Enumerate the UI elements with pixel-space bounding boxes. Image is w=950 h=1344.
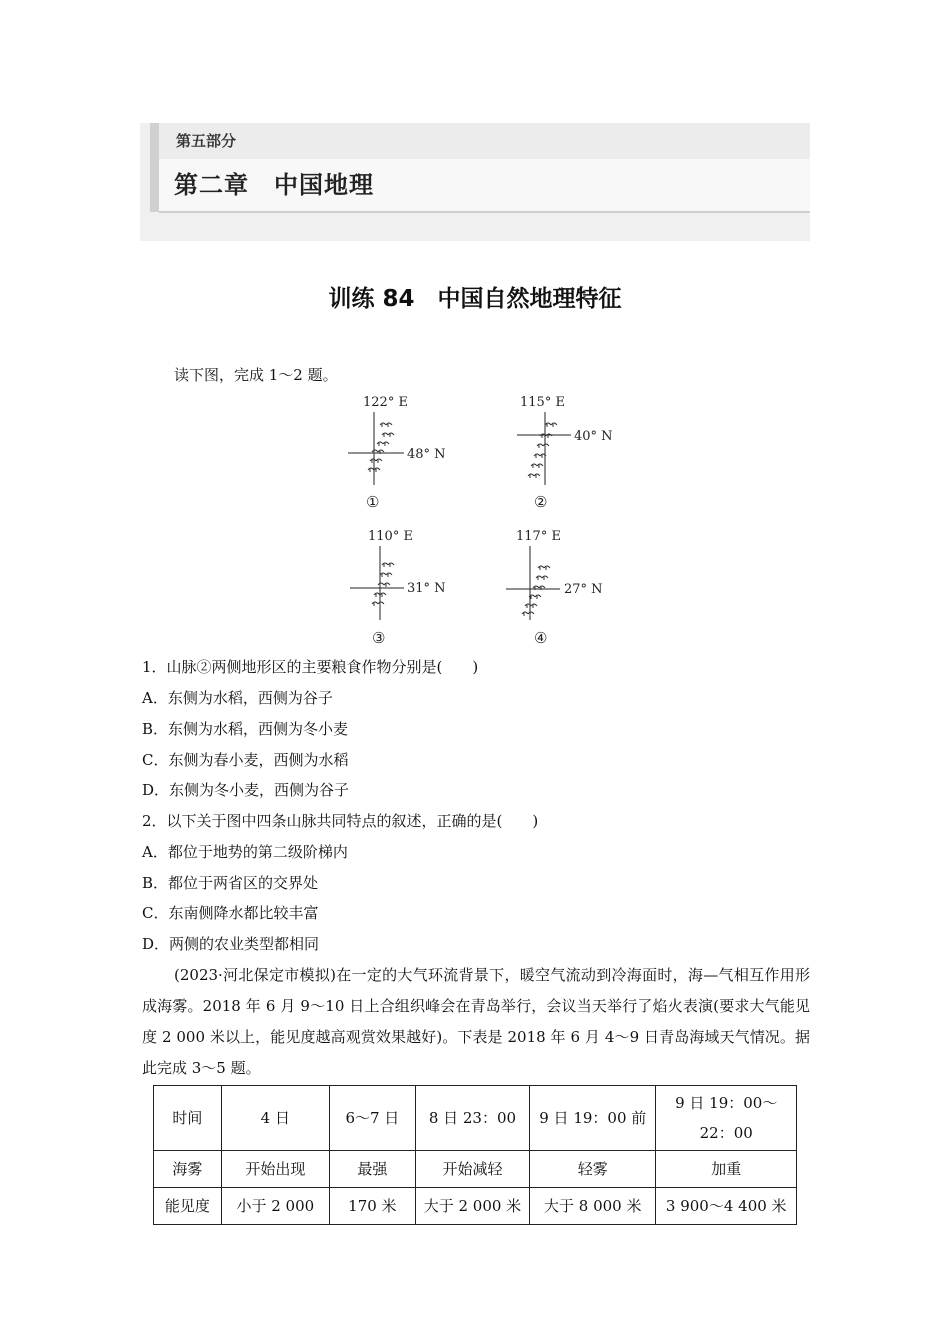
- figure-1-number: ①: [366, 493, 380, 511]
- table-cell: 170 米: [329, 1188, 415, 1225]
- figure-4-number: ④: [534, 629, 548, 647]
- table-cell: 小于 2 000: [221, 1188, 329, 1225]
- figure-4-lon: 117° E: [516, 529, 561, 544]
- figure-3: [350, 529, 446, 647]
- figure-2-lat: 40° N: [574, 429, 613, 444]
- mountain-figures: [0, 0, 950, 660]
- weather-table: [153, 1085, 797, 1225]
- table-cell: 时间: [154, 1086, 222, 1151]
- table-cell: 能见度: [154, 1188, 222, 1225]
- figure-2-number: ②: [534, 493, 548, 511]
- chapter-title: 第二章 中国地理: [174, 171, 374, 199]
- table-cell: 轻雾: [530, 1151, 656, 1188]
- question-2-option-d: D．两侧的农业类型都相同: [142, 935, 320, 953]
- table-cell: 开始减轻: [415, 1151, 529, 1188]
- table-cell: 6～7 日: [329, 1086, 415, 1151]
- figure-3-lat: 31° N: [407, 581, 446, 596]
- intro-text: 读下图，完成 1～2 题。: [174, 366, 338, 384]
- figure-4-lat: 27° N: [564, 582, 603, 597]
- figure-1-lon: 122° E: [363, 395, 408, 410]
- figure-1-mountain-icon: [368, 423, 394, 472]
- figure-4-mountain-icon: [522, 566, 550, 616]
- figure-3-mountain-icon: [372, 563, 394, 606]
- figure-1: [348, 395, 446, 511]
- table-cell: 大于 2 000 米: [415, 1188, 529, 1225]
- question-1-option-a: A．东侧为水稻，西侧为谷子: [142, 689, 333, 707]
- table-cell: 3 900～4 400 米: [656, 1188, 797, 1225]
- table-cell: 最强: [329, 1151, 415, 1188]
- passage-text: (2023·河北保定市模拟)在一定的大气环流背景下，暖空气流动到冷海面时，海—气相互作用形成海雾。2018 年 6 月 9～10 日上合组织峰会在青岛举行，会议当天举行了焰火表演(要求大气能见度 2 000 米以上，能见度越高观赏效果越好)。下表是 2018 年 6 月 4～9 日青岛海域天气情况。据此完成 3～5 题。: [142, 966, 810, 1077]
- table-row: [154, 1188, 797, 1225]
- question-1-stem: 1．山脉②两侧地形区的主要粮食作物分别是( ): [142, 658, 479, 676]
- question-1-option-b: B．东侧为水稻，西侧为冬小麦: [142, 720, 349, 738]
- figure-2: [517, 395, 613, 511]
- table-cell: 大于 8 000 米: [530, 1188, 656, 1225]
- question-2-option-a: A．都位于地势的第二级阶梯内: [142, 843, 348, 861]
- table-cell: 加重: [656, 1151, 797, 1188]
- figure-3-number: ③: [372, 629, 386, 647]
- figure-4: [506, 529, 603, 647]
- table-row: [154, 1086, 797, 1151]
- figure-1-lat: 48° N: [407, 447, 446, 462]
- question-1-option-c: C．东侧为春小麦，西侧为水稻: [142, 751, 349, 769]
- figure-2-mountain-icon: [528, 423, 557, 478]
- question-1-option-d: D．东侧为冬小麦，西侧为谷子: [142, 781, 350, 799]
- table-row: [154, 1151, 797, 1188]
- question-2-option-b: B．都位于两省区的交界处: [142, 874, 319, 892]
- table-cell: 9 日 19：00 前: [530, 1086, 656, 1151]
- table-cell: 开始出现: [221, 1151, 329, 1188]
- lesson-title: 训练 84 中国自然地理特征: [328, 286, 622, 312]
- question-2-option-c: C．东南侧降水都比较丰富: [142, 904, 319, 922]
- figure-3-lon: 110° E: [368, 529, 413, 544]
- figure-2-lon: 115° E: [520, 395, 565, 410]
- part-label: 第五部分: [176, 132, 237, 150]
- table-cell: 9 日 19：00～22：00: [656, 1086, 797, 1151]
- table-cell: 8 日 23：00: [415, 1086, 529, 1151]
- table-cell: 4 日: [221, 1086, 329, 1151]
- table-cell: 海雾: [154, 1151, 222, 1188]
- question-2-stem: 2．以下关于图中四条山脉共同特点的叙述，正确的是( ): [142, 812, 539, 830]
